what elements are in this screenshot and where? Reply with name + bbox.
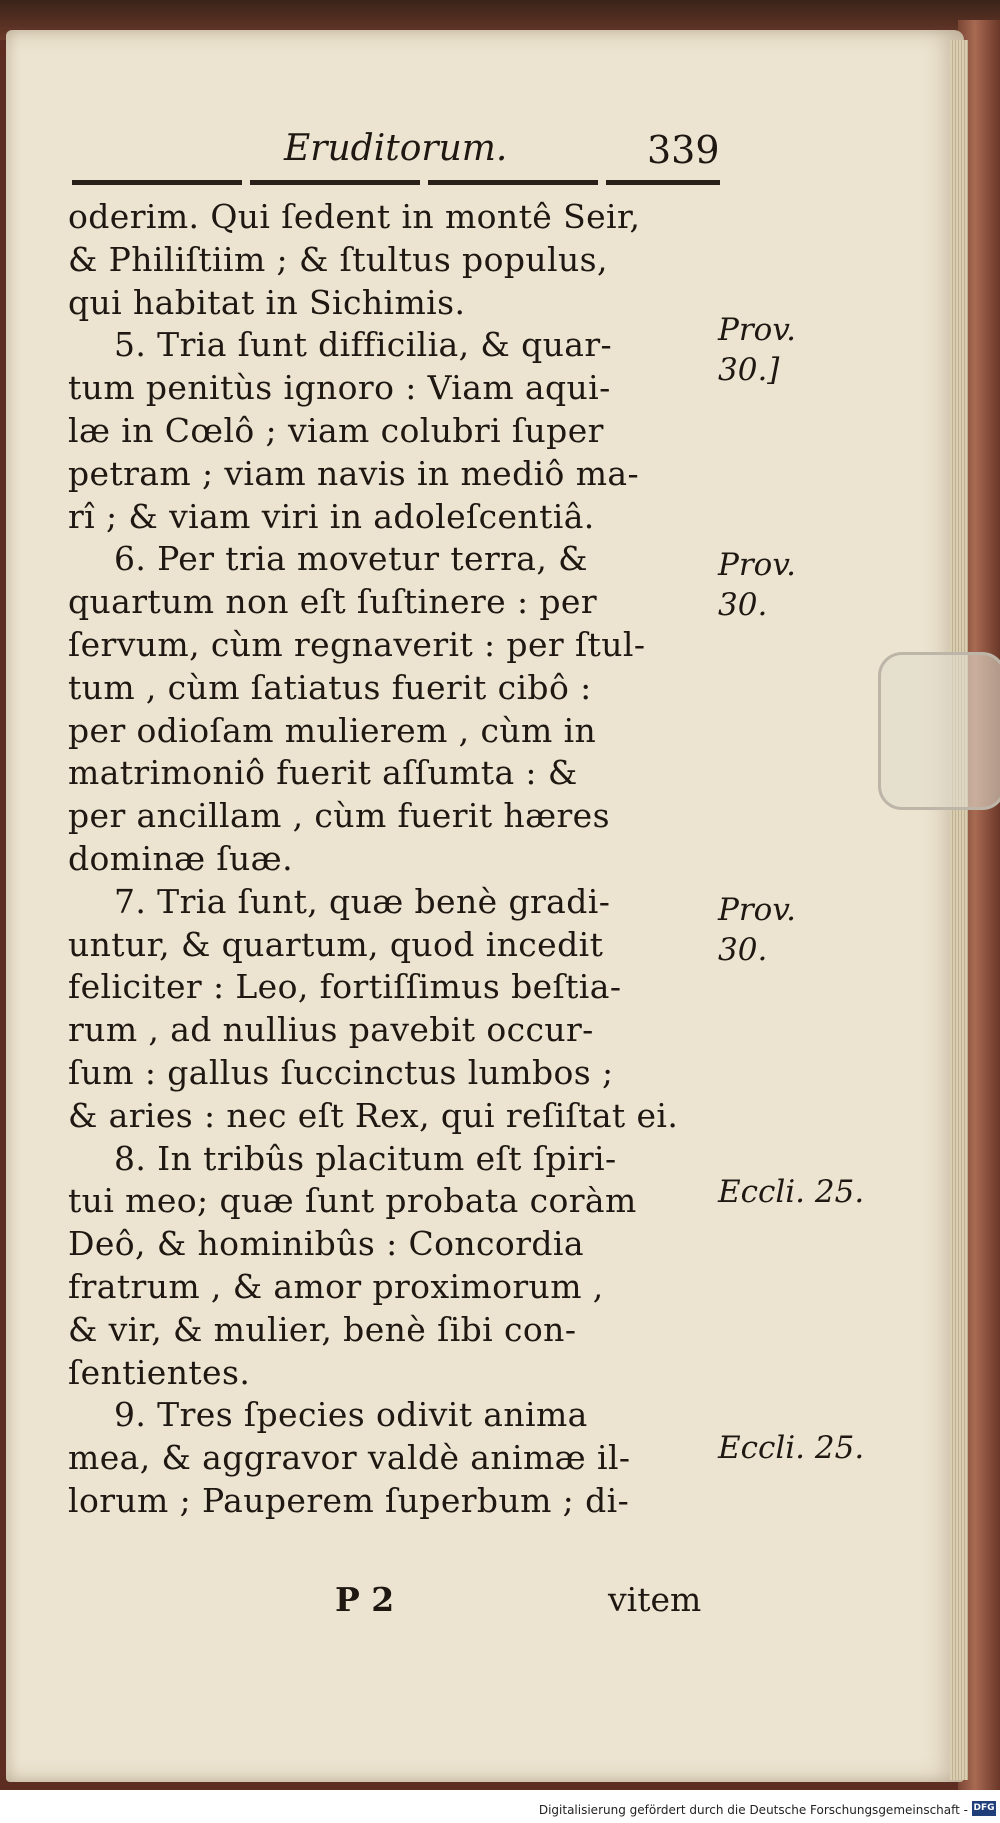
text-line: petram ; viam navis in mediô ma- xyxy=(68,453,640,493)
catchword: vitem xyxy=(608,1580,702,1619)
text-line: oderim. Qui ſedent in montê Seir, xyxy=(68,197,641,236)
margin-note-number: 30.] xyxy=(718,352,780,388)
text-line: 8. In tribûs placitum eſt ſpiri- xyxy=(114,1138,617,1178)
margin-note-ref: Prov. xyxy=(718,312,797,348)
text-line: ſervum, cùm regnaverit : per ſtul- xyxy=(68,624,646,664)
text-line: rî ; & viam viri in adoleſcentiâ. xyxy=(68,496,595,536)
text-line: tum penitùs ignoro : Viam aqui- xyxy=(68,368,611,408)
text-line: læ in Cœlô ; viam colubri ſuper xyxy=(68,410,604,450)
text-line: 7. Tria ſunt, quæ benè gradi- xyxy=(114,881,611,921)
signature-mark: P 2 xyxy=(335,1580,395,1619)
text-line: qui habitat in Sichimis. xyxy=(68,282,466,322)
text-line: & Philiſtiim ; & ſtultus populus, xyxy=(68,239,608,279)
text-line: untur, & quartum, quod incedit xyxy=(68,924,604,964)
text-line: Deô, & hominibûs : Concordia xyxy=(68,1224,584,1264)
text-line: tum , cùm ſatiatus fuerit cibô : xyxy=(68,667,592,707)
body-text xyxy=(68,196,718,1523)
text-line: quartum non eſt ſuſtinere : per xyxy=(68,582,597,622)
digitization-credit: Digitalisierung gefördert durch die Deutsche Forschungsgemeinschaft - xyxy=(538,1803,968,1817)
margin-note-number: 30. xyxy=(718,932,768,968)
running-title: Eruditorum. xyxy=(284,128,508,169)
text-line: tui meo; quæ ſunt probata coràm xyxy=(68,1181,637,1221)
text-line: & vir, & mulier, benè ſibi con- xyxy=(68,1309,577,1349)
text-line: per odioſam mulierem , cùm in xyxy=(68,710,597,750)
header-rule xyxy=(72,180,720,185)
margin-note xyxy=(718,545,796,625)
margin-note xyxy=(718,310,796,390)
text-line: 5. Tria ſunt difficilia, & quar- xyxy=(114,325,613,365)
page-clip xyxy=(878,652,1000,810)
text-line: & aries : nec eſt Rex, qui reſiſtat ei. xyxy=(68,1095,679,1135)
margin-note: Eccli. 25. xyxy=(718,1174,865,1210)
margin-note: Eccli. 25. xyxy=(718,1430,865,1466)
page-number: 339 xyxy=(647,128,720,172)
text-line: 6. Per tria movetur terra, & xyxy=(114,539,588,579)
text-line: rum , ad nullius pavebit occur- xyxy=(68,1010,594,1050)
margin-note-ref: Prov. xyxy=(718,547,797,583)
text-line: matrimoniô fuerit aſſumta : & xyxy=(68,753,578,793)
page-header xyxy=(72,128,722,188)
text-line: mea, & aggravor valdè animæ il- xyxy=(68,1438,631,1478)
text-line: lorum ; Pauperem ſuperbum ; di- xyxy=(68,1480,630,1520)
text-line: ſum : gallus ſuccinctus lumbos ; xyxy=(68,1052,614,1092)
dfg-logo: DFG xyxy=(972,1801,996,1816)
margin-note-ref: Prov. xyxy=(718,892,797,928)
text-line: ſentientes. xyxy=(68,1352,251,1392)
margin-note-number: 30. xyxy=(718,587,768,623)
text-line: fratrum , & amor proximorum , xyxy=(68,1266,604,1306)
text-line: 9. Tres ſpecies odivit anima xyxy=(114,1395,588,1435)
margin-note xyxy=(718,890,796,970)
text-line: per ancillam , cùm fuerit hæres xyxy=(68,796,610,836)
text-line: dominæ ſuæ. xyxy=(68,838,293,878)
page-stack-edge xyxy=(950,40,968,1780)
text-line: feliciter : Leo, fortiſſimus beſtia- xyxy=(68,967,622,1007)
